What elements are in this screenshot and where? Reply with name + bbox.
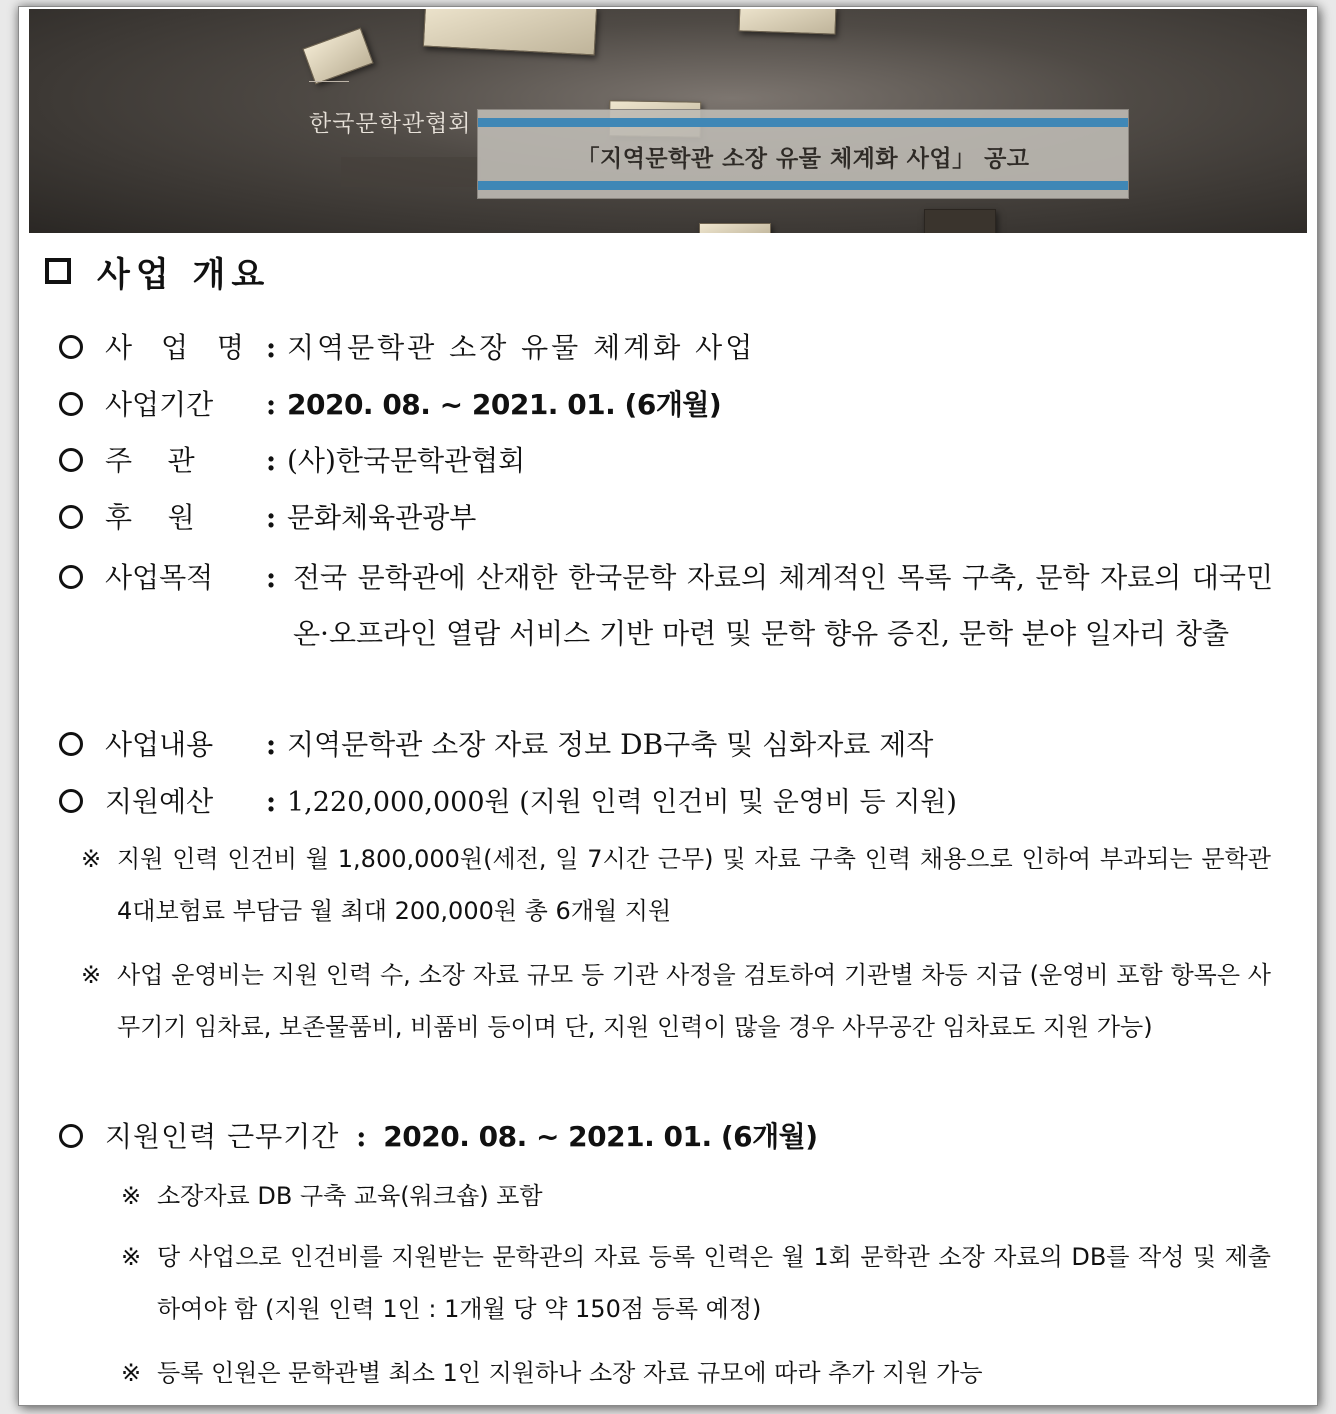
note	[81, 833, 1271, 937]
square-bullet-icon	[45, 258, 71, 284]
circle-bullet-icon	[59, 505, 83, 529]
item-row	[59, 774, 957, 831]
colon: :	[265, 331, 277, 364]
section-title: 사업 개요	[97, 254, 271, 295]
note-text: 지원 인력 인건비 월 1,800,000원(세전, 일 7시간 근무) 및 자료 구축 인력 채용으로 인하여 부과되는 문학관 4대보험료 부담금 월 최대 200,000원 총 6개월 지원	[117, 845, 1271, 925]
item-value: 2020. 08. ~ 2021. 01. (6개월)	[383, 1120, 818, 1153]
colon: :	[356, 1120, 367, 1153]
item-label: 사 업 명	[105, 331, 254, 364]
item-row	[59, 490, 476, 546]
header-banner	[29, 9, 1307, 233]
book-image	[423, 9, 597, 55]
item-label: 사업목적	[105, 561, 214, 594]
colon: :	[265, 561, 277, 594]
item-row	[59, 377, 721, 433]
item-row	[59, 1109, 818, 1165]
note-mark: ※	[121, 1359, 142, 1387]
book-image	[302, 28, 373, 85]
title-stripe-top	[478, 118, 1128, 127]
note	[121, 1231, 1271, 1335]
note	[121, 1170, 1271, 1222]
item-row	[59, 320, 755, 376]
book-image	[924, 209, 996, 233]
item-value: (사)한국문학관협회	[287, 444, 526, 477]
item-label: 사업기간	[105, 388, 214, 421]
note-mark: ※	[121, 1182, 142, 1210]
circle-bullet-icon	[59, 732, 83, 756]
colon: :	[265, 501, 277, 534]
organization-name: 한국문학관협회	[309, 111, 472, 137]
note-mark: ※	[81, 961, 102, 989]
book-image	[739, 9, 837, 35]
item-value: 1,220,000,000원 (지원 인력 인건비 및 운영비 등 지원)	[287, 787, 957, 818]
note-text: 등록 인원은 문학관별 최소 1인 지원하나 소장 자료 규모에 따라 추가 지원 가능	[157, 1359, 983, 1387]
item-label: 지원예산	[105, 785, 214, 818]
book-image	[699, 223, 771, 233]
divider	[309, 81, 349, 82]
note	[81, 949, 1271, 1053]
note	[121, 1347, 1271, 1399]
circle-bullet-icon	[59, 392, 83, 416]
note-text: 사업 운영비는 지원 인력 수, 소장 자료 규모 등 기관 사정을 검토하여 기관별 차등 지급 (운영비 포함 항목은 사무기기 임차료, 보존물품비, 비품비 등이며 단, 지원 인력이 많을 경우 사무공간 임차료도 지원 가능)	[117, 961, 1271, 1041]
colon: :	[265, 444, 277, 477]
item-label: 후 원	[105, 501, 195, 534]
item-row	[59, 717, 933, 773]
item-value: 2020. 08. ~ 2021. 01. (6개월)	[287, 388, 722, 421]
note-text: 당 사업으로 인건비를 지원받는 문학관의 자료 등록 인력은 월 1회 문학관 소장 자료의 DB를 작성 및 제출하여야 함 (지원 인력 1인 : 1개월 당 약 150점 등록 예정)	[157, 1243, 1271, 1323]
announcement-title-box	[477, 109, 1129, 199]
title-stripe-bottom	[478, 181, 1128, 190]
item-value-purpose: 전국 문학관에 산재한 한국문학 자료의 체계적인 목록 구축, 문학 자료의 대국민 온·오프라인 열람 서비스 기반 마련 및 문학 향유 증진, 문학 분야 일자리 창출	[293, 561, 1273, 650]
colon: :	[265, 388, 277, 421]
decorative-bar	[341, 157, 481, 187]
circle-bullet-icon	[59, 789, 83, 813]
item-label: 사업내용	[105, 728, 214, 761]
item-label: 지원인력 근무기간	[105, 1120, 340, 1153]
section-heading	[45, 247, 270, 295]
item-row	[59, 550, 287, 606]
colon: :	[265, 728, 277, 761]
item-value: 지역문학관 소장 자료 정보 DB구축 및 심화자료 제작	[287, 728, 934, 761]
circle-bullet-icon	[59, 1124, 83, 1148]
circle-bullet-icon	[59, 565, 83, 589]
item-label: 주 관	[105, 444, 195, 477]
item-value: 지역문학관 소장 유물 체계화 사업	[287, 331, 756, 364]
document-page	[18, 6, 1318, 1406]
item-value: 문화체육관광부	[287, 501, 477, 534]
colon: :	[265, 785, 277, 818]
circle-bullet-icon	[59, 335, 83, 359]
circle-bullet-icon	[59, 448, 83, 472]
announcement-title: 「지역문학관 소장 유물 체계화 사업」 공고	[576, 146, 1030, 172]
item-row	[59, 433, 525, 489]
note-mark: ※	[81, 845, 102, 873]
note-mark: ※	[121, 1243, 142, 1271]
note-text: 소장자료 DB 구축 교육(워크숍) 포함	[157, 1182, 543, 1210]
